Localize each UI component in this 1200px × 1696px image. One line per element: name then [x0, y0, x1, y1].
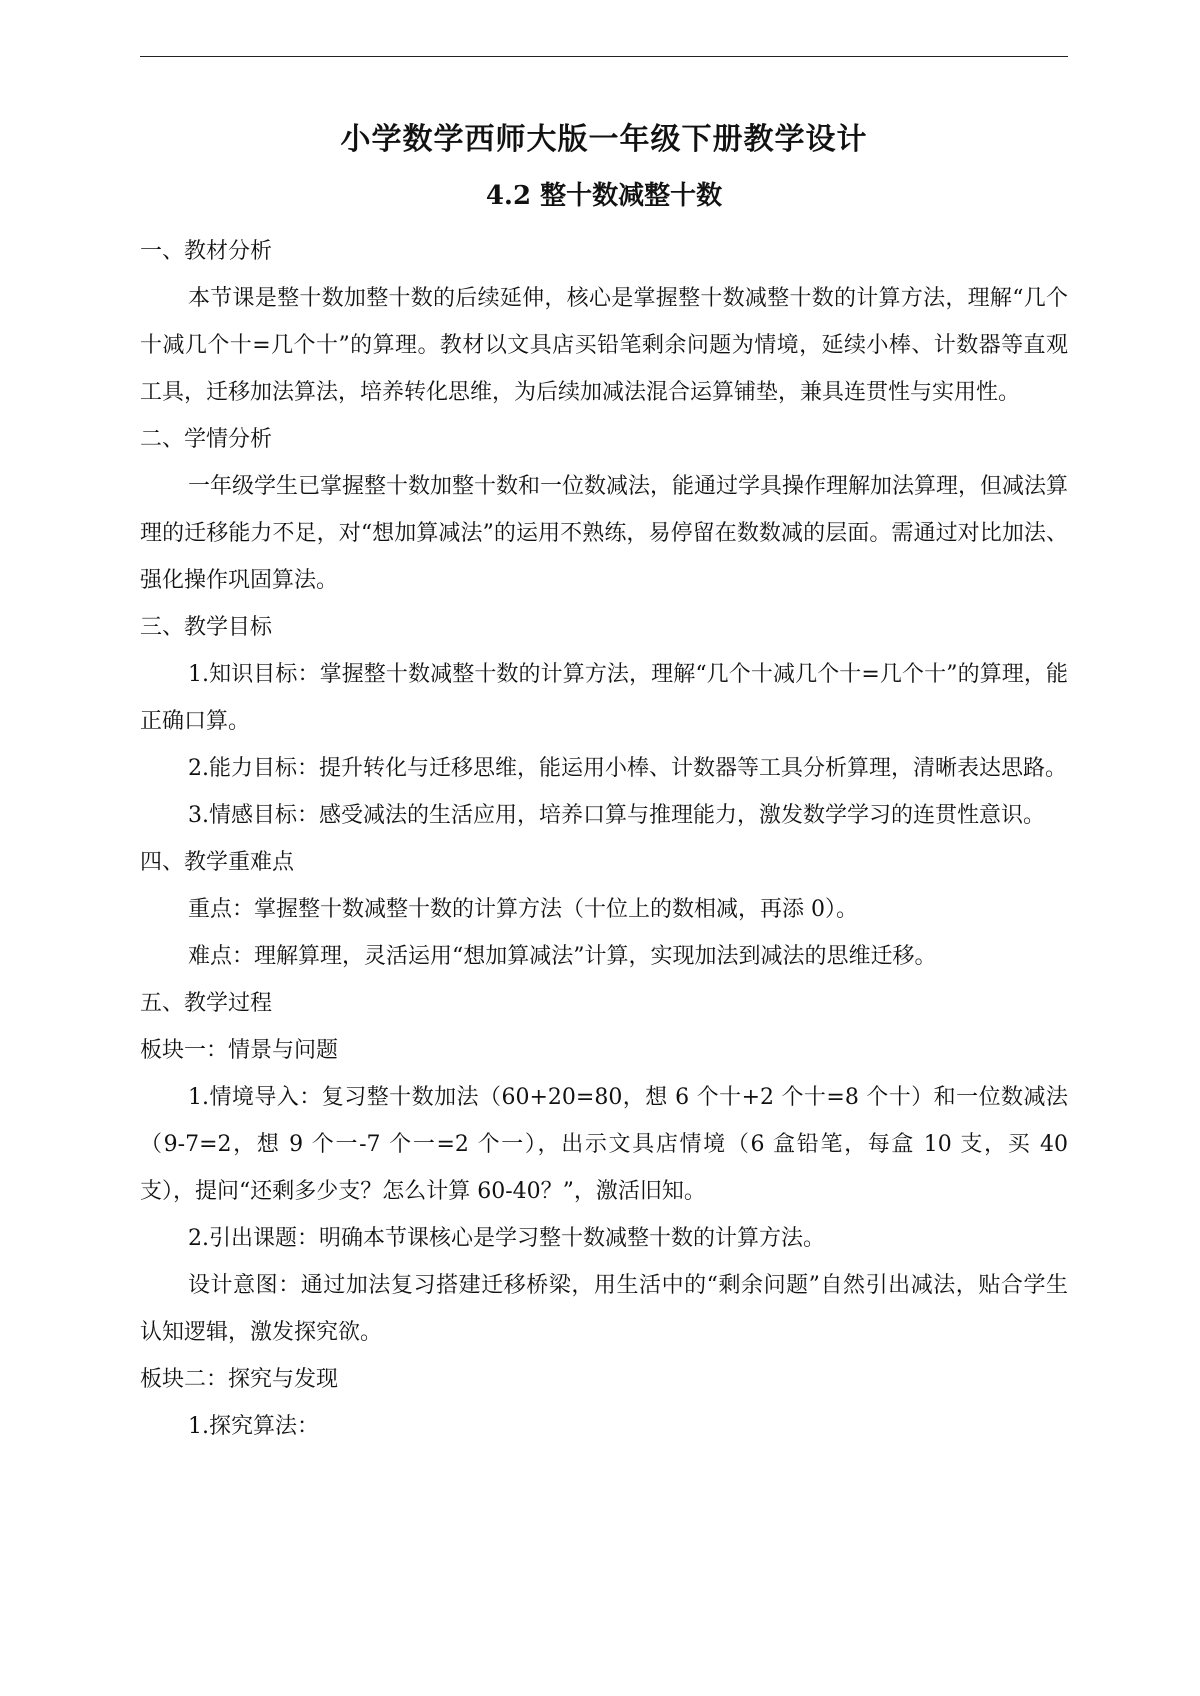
- section-block-one: [140, 1027, 1068, 1356]
- document-title: 小学数学西师大版一年级下册教学设计: [340, 122, 868, 157]
- section-teaching-objectives: [140, 604, 1068, 839]
- section-heading: 五、教学过程: [140, 991, 273, 1016]
- block-heading: 板块二：探究与发现: [140, 1367, 339, 1392]
- document-page: [140, 0, 1068, 1696]
- section-learner-analysis: [140, 416, 1068, 604]
- header-rule: [140, 56, 1068, 57]
- objective-ability: 2.能力目标：提升转化与迁移思维，能运用小棒、计数器等工具分析算理，清晰表达思路。: [188, 756, 1067, 781]
- section-heading: 四、教学重难点: [140, 850, 295, 875]
- objective-knowledge: 1.知识目标：掌握整十数减整十数的计算方法，理解“几个十减几个十=几个十”的算理，能正确口算。: [140, 662, 1068, 734]
- paragraph: 1.探究算法：: [188, 1414, 319, 1439]
- paragraph: 本节课是整十数加整十数的后续延伸，核心是掌握整十数减整十数的计算方法，理解“几个十减几个十=几个十”的算理。教材以文具店买铅笔剩余问题为情境，延续小棒、计数器等直观工具，迁移加法算法，培养转化思维，为后续加减法混合运算铺垫，兼具连贯性与实用性。: [140, 286, 1068, 405]
- section-block-two: [140, 1356, 1068, 1450]
- section-heading: 三、教学目标: [140, 615, 273, 640]
- key-point: 重点：掌握整十数减整十数的计算方法（十位上的数相减，再添 0）。: [188, 897, 858, 922]
- document-content: [140, 120, 1068, 1450]
- difficult-point: 难点：理解算理，灵活运用“想加算减法”计算，实现加法到减法的思维迁移。: [188, 944, 937, 969]
- section-textbook-analysis: [140, 228, 1068, 416]
- design-intent: 设计意图：通过加法复习搭建迁移桥梁，用生活中的“剩余问题”自然引出减法，贴合学生认知逻辑，激发探究欲。: [140, 1273, 1068, 1345]
- section-key-points: [140, 839, 1068, 980]
- paragraph: 一年级学生已掌握整十数加整十数和一位数减法，能通过学具操作理解加法算理，但减法算理的迁移能力不足，对“想加算减法”的运用不熟练，易停留在数数减的层面。需通过对比加法、强化操作巩固算法。: [140, 474, 1069, 593]
- block-heading: 板块一：情景与问题: [140, 1038, 339, 1063]
- section-heading: 一、教材分析: [140, 239, 273, 264]
- paragraph: 1.情境导入：复习整十数加法（60+20=80，想 6 个十+2 个十=8 个十）和一位数减法（9-7=2，想 9 个一-7 个一=2 个一），出示文具店情境（6 盒铅笔，每盒 10 支，买 40 支），提问“还剩多少支？怎么计算 60-40？”，激活旧知。: [140, 1085, 1068, 1204]
- section-heading: 二、学情分析: [140, 427, 273, 452]
- objective-emotion: 3.情感目标：感受减法的生活应用，培养口算与推理能力，激发数学学习的连贯性意识。: [188, 803, 1045, 828]
- paragraph: 2.引出课题：明确本节课核心是学习整十数减整十数的计算方法。: [188, 1226, 825, 1251]
- section-teaching-process: [140, 980, 1068, 1027]
- document-subtitle: 4.2 整十数减整十数: [485, 181, 723, 211]
